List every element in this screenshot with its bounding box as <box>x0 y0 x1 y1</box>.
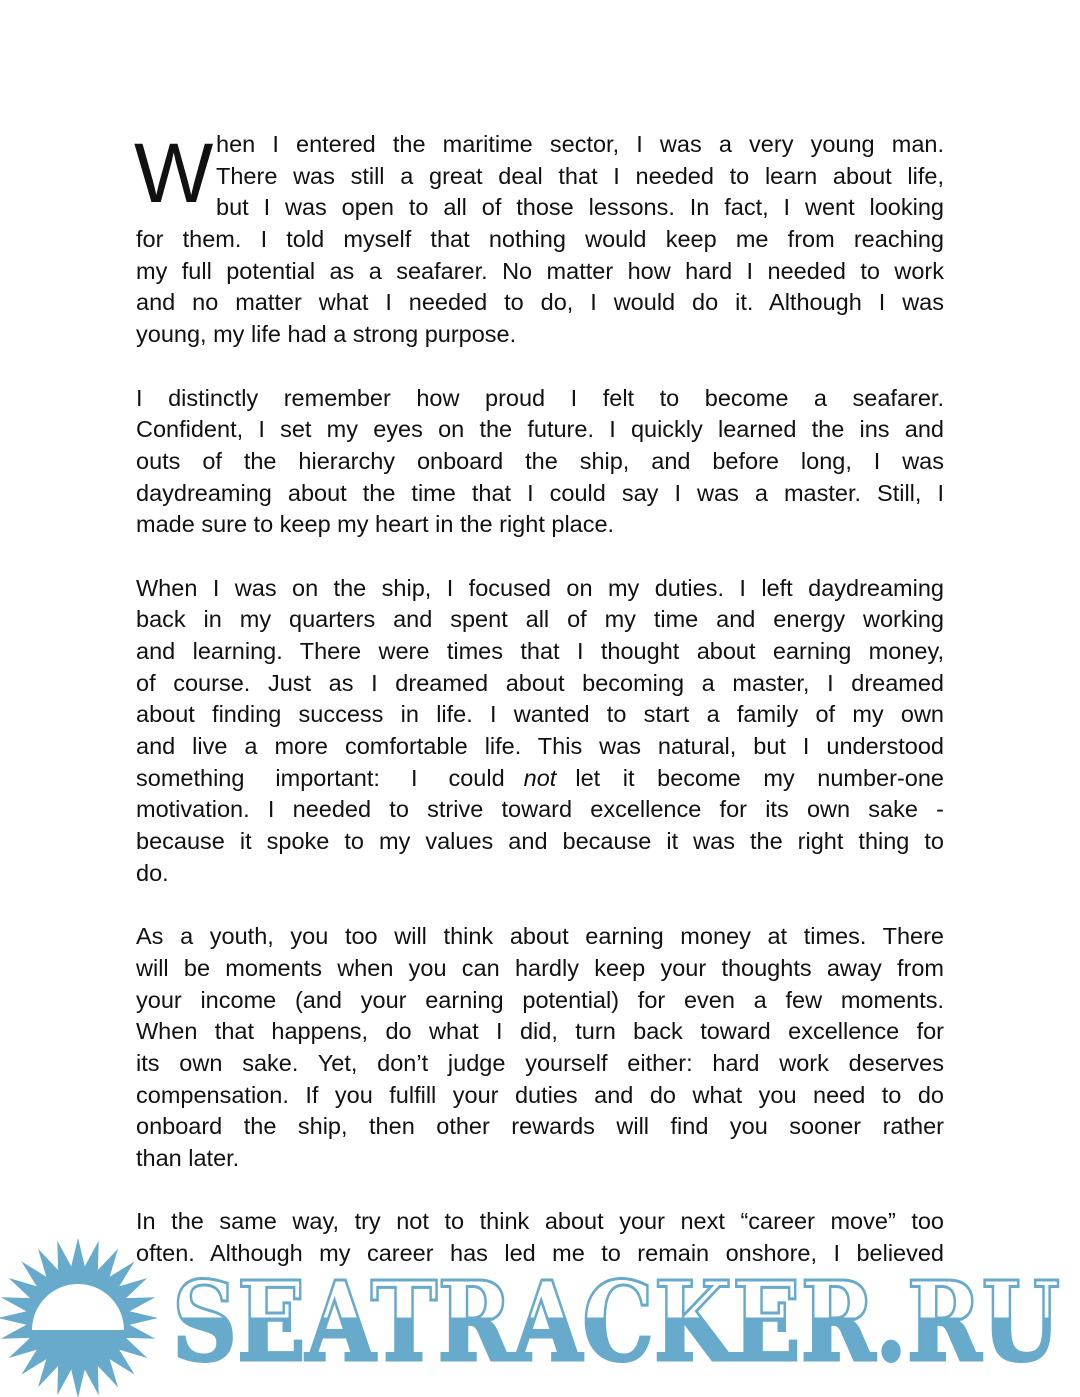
document-body <box>134 126 945 1301</box>
italic-emphasis: not <box>523 764 557 791</box>
paragraph-1 <box>134 126 944 351</box>
text-line: will be moments when you can hardly keep your thoughts away from <box>136 954 944 981</box>
text-line: onboard the ship, then other rewards will find you sooner rather <box>136 1113 944 1140</box>
text-line: often. Although my career has led me to remain onshore, I believed <box>136 1240 944 1267</box>
text-line: In the same way, try not to think about your next “career move” too <box>136 1208 944 1235</box>
text-line: motivation. I needed to strive toward excellence for its own sake - <box>136 796 944 823</box>
text-line: back in my quarters and spent all of my time and energy working <box>136 606 944 633</box>
text-line: and learning. There were times that I thought about earning money, <box>136 638 944 664</box>
text-line: When I was on the ship, I focused on my duties. I left daydreaming <box>136 574 944 601</box>
seatracker-watermark <box>0 1236 1080 1397</box>
text-line: for them. I told myself that nothing would keep me from reaching <box>136 226 944 253</box>
text-line: Confident, I set my eyes on the future. I quickly learned the ins and <box>136 416 944 443</box>
paragraph-3 <box>136 573 944 890</box>
text-line: my full potential as a seafarer. No matter how hard I needed to work <box>136 257 944 284</box>
text-line: but I was open to all of those lessons. In fact, I went looking <box>216 194 944 221</box>
drop-cap: W <box>134 126 214 220</box>
text-line: about finding success in life. I wanted to start a family of my own <box>136 701 944 728</box>
text-line: than later. <box>136 1145 240 1171</box>
text-line: its own sake. Yet, don’t judge yourself either: hard work deserves <box>136 1049 944 1076</box>
text-line: and live a more comfortable life. This was natural, but I understood <box>136 733 944 760</box>
text-line: made sure to keep my heart in the right place. <box>136 511 615 538</box>
text-line: hen I entered the maritime sector, I was a very young man. <box>216 131 944 157</box>
text-line: As a youth, you too will think about earning money at times. There <box>136 923 944 950</box>
text-line: and no matter what I needed to do, I would do it. Although I was <box>136 289 944 316</box>
text-line: When that happens, do what I did, turn back toward excellence for <box>136 1018 944 1045</box>
text-line-with-italic <box>136 763 944 795</box>
text-line: because it spoke to my values and because it was the right thing to <box>136 828 944 855</box>
text-line: do. <box>136 859 169 886</box>
text-line: daydreaming about the time that I could say I was a master. Still, I <box>136 479 944 506</box>
text-line: There was still a great deal that I needed to learn about life, <box>216 162 944 189</box>
text-line: compensation. If you fulfill your duties and do what you need to do <box>136 1081 944 1108</box>
watermark-text: SEATRACKER.RU <box>172 1257 1060 1386</box>
text-line: outs of the hierarchy onboard the ship, and before long, I was <box>136 447 944 474</box>
text-line: your income (and your earning potential) for even a few moments. <box>136 986 944 1013</box>
sun-icon <box>0 1238 158 1397</box>
text-line: I distinctly remember how proud I felt to become a seafarer. <box>136 384 944 411</box>
text-segment: something important: I could <box>136 764 505 791</box>
paragraph-4 <box>136 921 944 1175</box>
text-segment: let it become my number-one <box>575 764 945 791</box>
text-line: of course. Just as I dreamed about becoming a master, I dreamed <box>136 669 944 696</box>
text-line: young, my life had a strong purpose. <box>136 321 517 348</box>
paragraph-2 <box>136 383 944 541</box>
